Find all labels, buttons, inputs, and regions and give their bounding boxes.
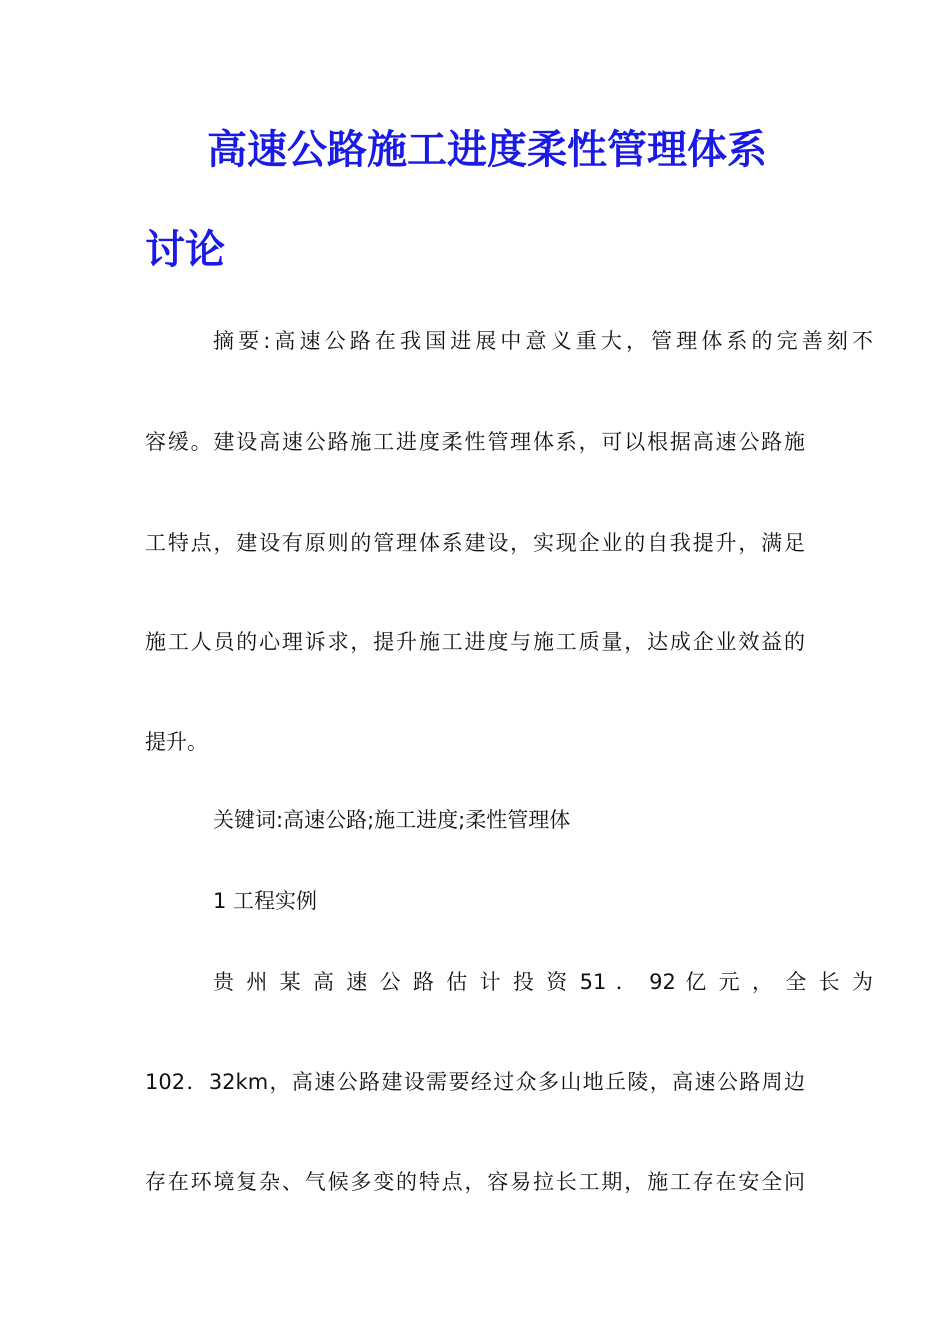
- body-line-1: 贵 州 某 高 速 公 路 估 计 投 资 51 ． 92 亿 元 ， 全 长 为: [213, 970, 873, 994]
- abstract-line-4: 施工人员的心理诉求，提升施工进度与施工质量，达成企业效益的: [145, 630, 805, 654]
- abstract-line-2: 容缓。建设高速公路施工进度柔性管理体系，可以根据高速公路施: [145, 430, 805, 454]
- body-line-3: 存在环境复杂、气候多变的特点，容易拉长工期，施工存在安全问: [145, 1170, 805, 1194]
- abstract-line-5: 提升。: [145, 730, 208, 754]
- section-heading: 1 工程实例: [213, 889, 318, 913]
- body-line-2: 102．32km，高速公路建设需要经过众多山地丘陵，高速公路周边: [145, 1070, 805, 1094]
- document-title-line-1: 高速公路施工进度柔性管理体系: [207, 126, 767, 173]
- abstract-line-3: 工特点，建设有原则的管理体系建设，实现企业的自我提升，满足: [145, 531, 805, 555]
- keywords-line: 关键词:高速公路;施工进度;柔性管理体: [213, 808, 571, 832]
- abstract-line-1: 摘要:高速公路在我国进展中意义重大，管理体系的完善刻不: [213, 329, 873, 353]
- document-title-line-2: 讨论: [145, 226, 225, 273]
